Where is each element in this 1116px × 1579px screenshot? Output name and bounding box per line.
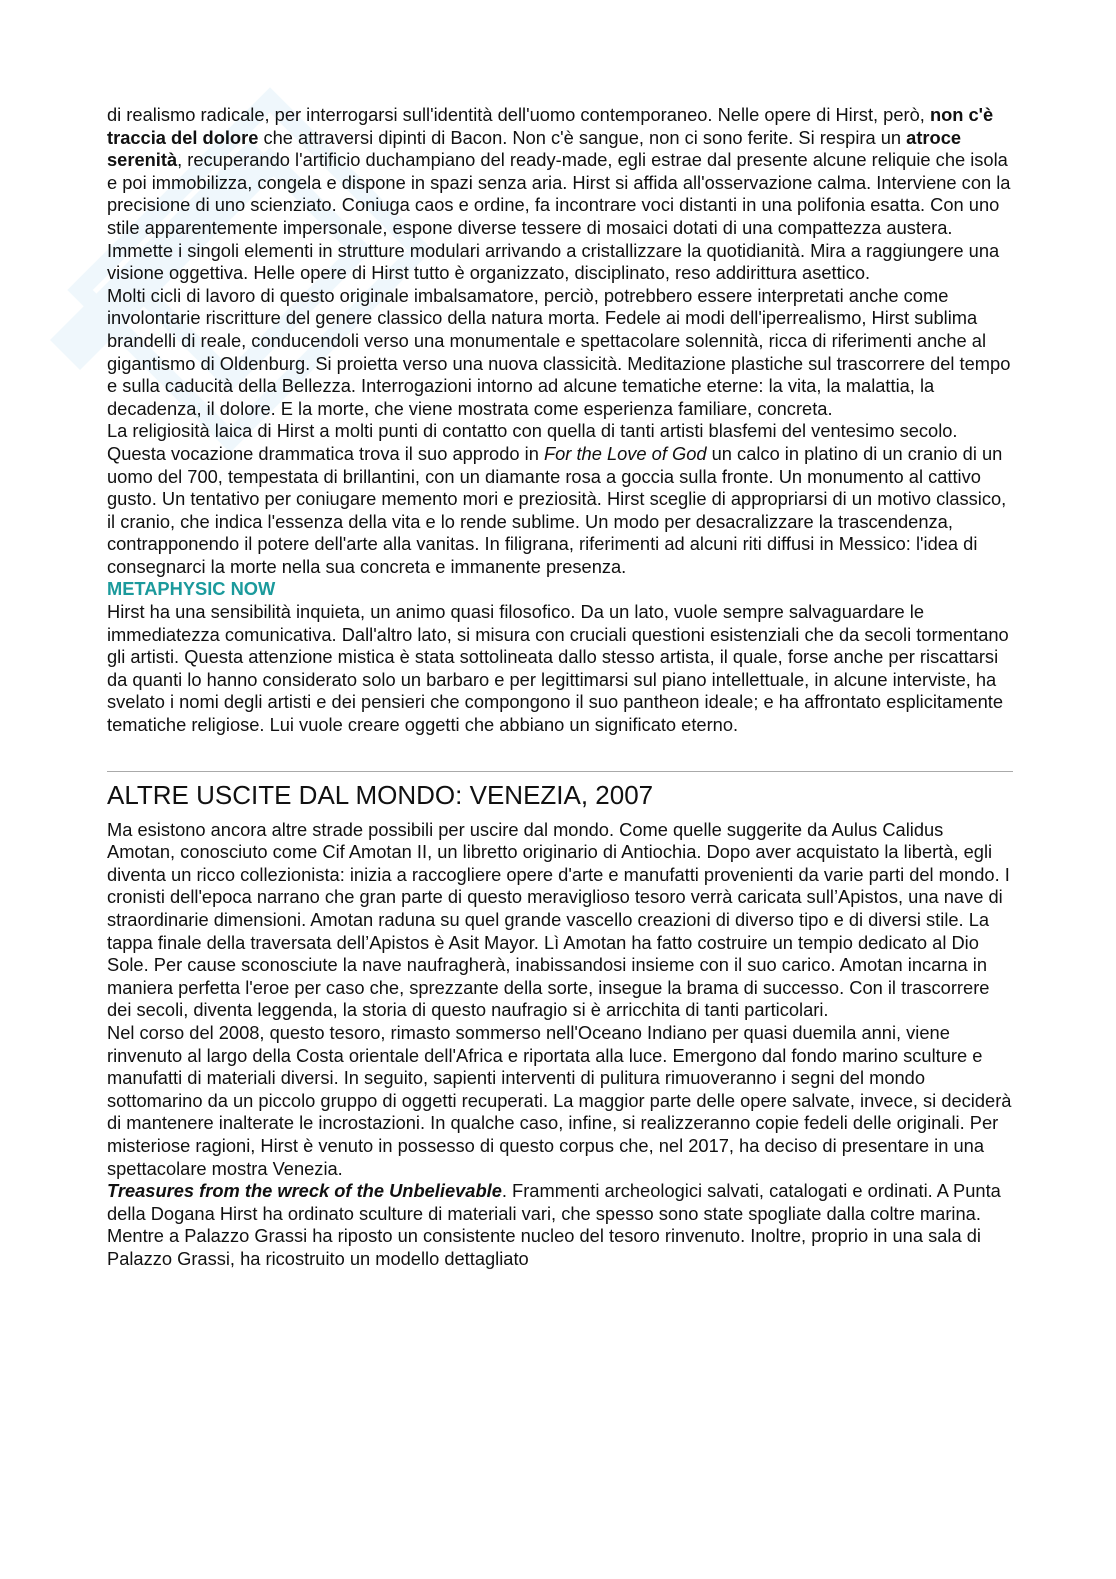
- section-title: ALTRE USCITE DAL MONDO: VENEZIA, 2007: [107, 779, 654, 810]
- paragraph-tesoro: Nel corso del 2008, questo tesoro, rimasto sommerso nell'Oceano Indiano per quasi duemila anni, viene rinvenuto al largo della Costa orientale dell'Africa e riportata alla luce. Emergono dal fondo marino sculture e manufatti di materiali diversi. In seguito, sapienti interventi di pulitura rimuoveranno i segni del mondo sottomarino da un piccolo gruppo di oggetti recuperati. La maggior parte delle opere salvate, invece, si deciderà di mantenere inalterate le incrostazioni. In qualche caso, infine, si realizzeranno copie fedeli delle originali. Per misteriose ragioni, Hirst è venuto in possesso di questo corpus che, nel 2017, ha deciso di presentare in una spettacolare mostra Venezia.: [107, 1021, 1012, 1179]
- subheading-metaphysic-now: METAPHYSIC NOW: [107, 578, 276, 600]
- paragraph-treasures: Treasures from the wreck of the Unbelievable. Frammenti archeologici salvati, catalogati e ordinati. A Punta della Dogana Hirst ha ordinato sculture di materiali vari, che spesso sono state spogliate dalla coltre marina. Mentre a Palazzo Grassi ha riposto un consistente nucleo del tesoro rinvenuto. Inoltre, proprio in una sala di Palazzo Grassi, ha ricostruito un modello dettagliato: [107, 1180, 1001, 1269]
- bold-phrase-dolore: non c'è traccia del dolore: [107, 104, 994, 148]
- paragraph-religiosita: La religiosità laica di Hirst a molti punti di contatto con quella di tanti artisti blasfemi del ventesimo secolo. Questa vocazione drammatica trova il suo approdo in For the Love of God un calco in platino di un cranio di un uomo del 700, tempestata di brillantini, con un diamante rosa a goccia sulla fronte. Un monumento al cattivo gusto. Un tentativo per coniugare memento mori e preziosità. Hirst sceglie di appropriarsi di un motivo classico, il cranio, che indica l'essenza della vita e lo rende sublime. Un modo per desacralizzare la trascendenza, contrapponendo il potere dell'arte alla vanitas. In filigrana, riferimenti ad alcuni riti diffusi in Messico: l'idea di consegnarci la morte nella sua concreta e immanente presenza.: [107, 420, 1007, 577]
- paragraph-hirst-realism: di realismo radicale, per interrogarsi sull'identità dell'uomo contemporaneo. Nelle opere di Hirst, però, non c'è traccia del dolore che attraversi dipinti di Bacon. Non c'è sangue, non ci sono ferite. Si respira un atroce serenità, recuperando l'artificio duchampiano del ready-made, egli estrae dal presente alcune reliquie che isola e poi immobilizza, congela e dispone in spazi senza aria. Hirst si affida all'osservazione calma. Interviene con la precisione di uno scienziato. Coniuga caos e ordine, fa incontrare voci distanti in una polifonia esatta. Con uno stile apparentemente impersonale, espone diverse tessere di mosaici dotati di una compattezza austera. Immette i singoli elementi in strutture modulari arrivando a cristallizzare la quotidianità. Mira a raggiungere una visione oggettiva. Helle opere di Hirst tutto è organizzato, disciplinato, reso addirittura asettico.: [107, 104, 1011, 284]
- paragraph-natura-morta: Molti cicli di lavoro di questo originale imbalsamatore, perciò, potrebbero essere interpretati anche come involontarie riscritture del genere classico della natura morta. Fedele ai modi dell'iperrealismo, Hirst sublima brandelli di reale, conducendoli verso una monumentale e spettacolare solennità, ricca di riferimenti anche al gigantismo di Oldenburg. Si proietta verso una nuova classicità. Meditazione plastiche sul trascorrere del tempo e sulla caducità della Bellezza. Interrogazioni intorno ad alcune tematiche eterne: la vita, la malattia, la decadenza, il dolore. E la morte, che viene mostrata come esperienza familiare, concreta.: [107, 284, 1011, 419]
- paragraph-metaphysic: Hirst ha una sensibilità inquieta, un animo quasi filosofico. Da un lato, vuole sempre salvaguardare le immediatezza comunicativa. Dall'altro lato, si misura con cruciali questioni esistenziali che da secoli tormentano gli artisti. Questa attenzione mistica è stata sottolineata dallo stesso artista, il quale, forse anche per riscattarsi da quanti lo hanno considerato solo un barbaro e per legittimarsi sul piano intellettuale, in alcune interviste, ha svelato i nomi degli artisti e dei pensieri che compongono il suo pantheon ideale; e ha affrontato esplicitamente tematiche religiose. Lui vuole creare oggetti che abbiano un significato eterno.: [107, 601, 1009, 736]
- artwork-title-for-the-love-of-god: For the Love of God: [543, 442, 707, 464]
- paragraph-amotan: Ma esistono ancora altre strade possibili per uscire dal mondo. Come quelle suggerite da Aulus Calidus Amotan, conosciuto come Cif Amotan II, un libretto originario di Antiochia. Dopo aver acquistato la libertà, egli diventa un ricco collezionista: inizia a raccogliere opere d'arte e manufatti provenienti da varie parti del mondo. I cronisti dell'epoca narrano che gran parte di questo meraviglioso tesoro verrà caricata sull’Apistos, una nave di straordinarie dimensioni. Amotan raduna su quel grande vascello creazioni di diverso tipo e di diversi stile. La tappa finale della traversata dell’Apistos è Asit Mayor. Lì Amotan ha fatto costruire un tempio dedicato al Dio Sole. Per cause sconosciute la nave naufragherà, inabissandosi insieme con il suo carico. Amotan incarna in maniera perfetta l'eroe per caso che, sprezzante della sorte, insegue la brama di successo. Con il trascorrere dei secoli, diventa leggenda, la storia di questo naufragio si è arricchita di tanti particolari.: [107, 818, 1010, 1021]
- document-body: [107, 104, 1013, 1271]
- section-divider: [107, 771, 1013, 772]
- bold-phrase-serenita: atroce serenità: [107, 126, 962, 171]
- exhibition-title: Treasures from the wreck of the Unbelievable: [107, 1180, 502, 1202]
